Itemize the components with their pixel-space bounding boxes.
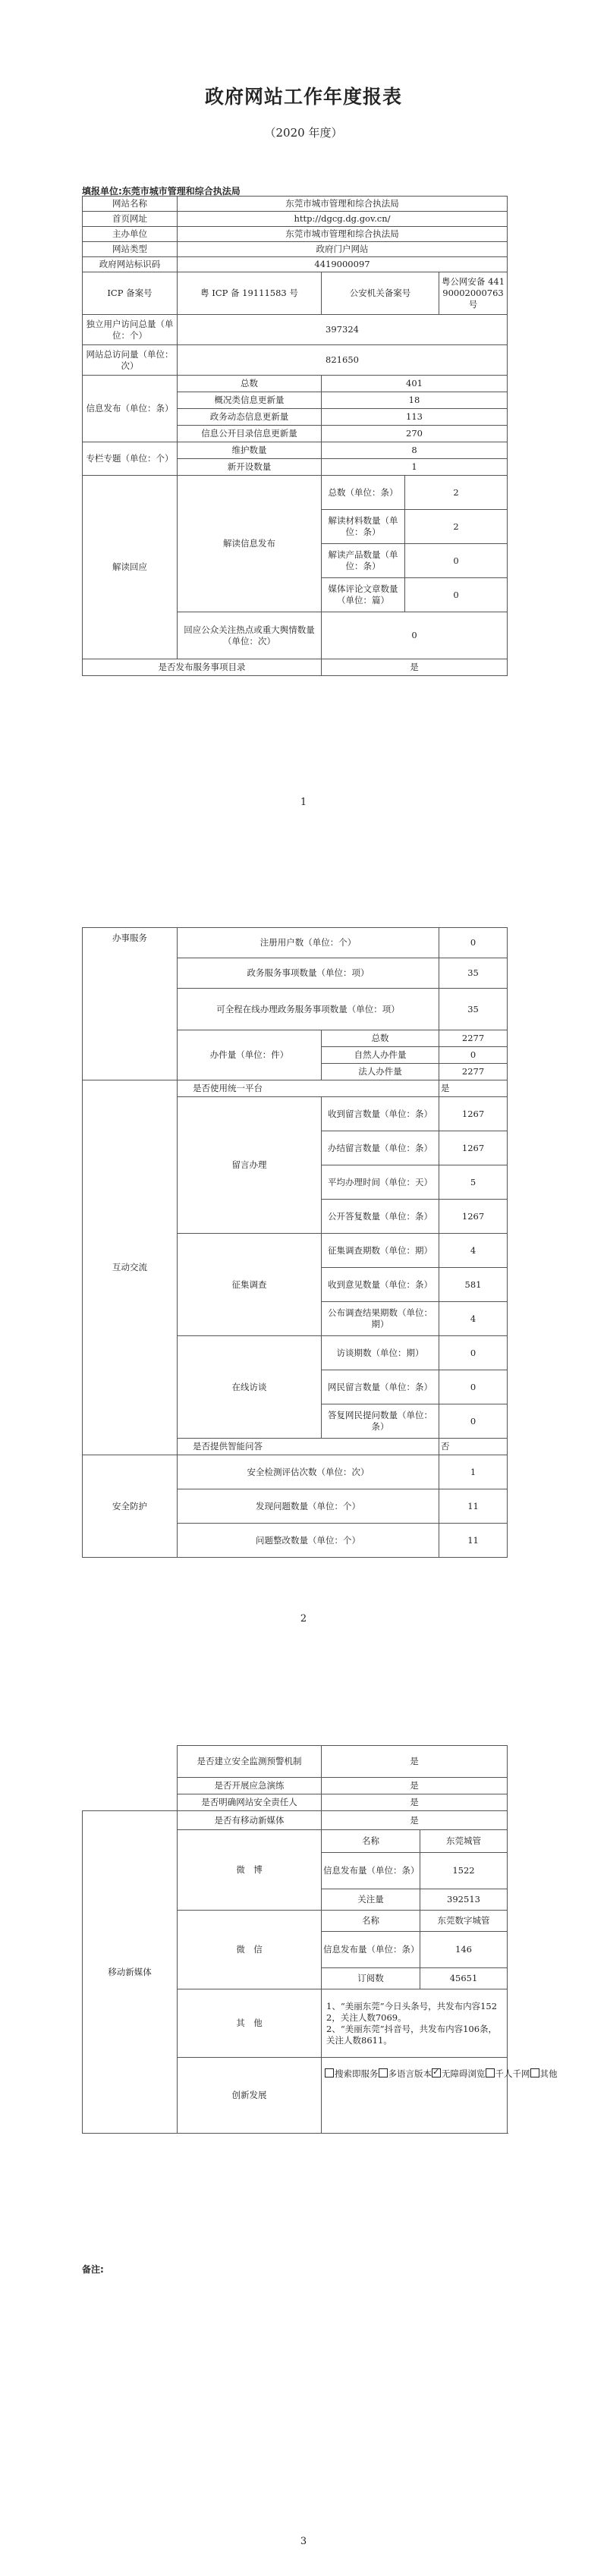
cases-total-value: 2277 <box>439 1030 508 1047</box>
warning-mechanism-label: 是否建立安全监测预警机制 <box>178 1746 322 1778</box>
info-publish-label: 信息发布（单位：条） <box>83 376 178 442</box>
interview-questions-label: 网民留言数量（单位：条） <box>322 1370 439 1404</box>
blank-cell <box>83 1746 178 1778</box>
innov-option-label: 其他 <box>539 2068 558 2079</box>
site-code-value: 4419000097 <box>178 257 508 272</box>
info-total-value: 401 <box>322 376 508 392</box>
host-unit-value: 东莞市城市管理和综合执法局 <box>178 227 508 242</box>
interview-answers-value: 0 <box>439 1404 508 1439</box>
wechat-posts-value: 146 <box>420 1932 508 1968</box>
other-media-value <box>322 1989 508 2058</box>
wechat-subs-value: 45651 <box>420 1968 508 1989</box>
service-label: 办事服务 <box>83 928 178 1080</box>
interp-product-value: 0 <box>405 544 508 578</box>
innovation-label: 创新发展 <box>178 2058 322 2134</box>
cases-person-label: 自然人办件量 <box>322 1047 439 1064</box>
page-views-value: 821650 <box>178 345 508 376</box>
info-open-value: 270 <box>322 426 508 442</box>
unique-visitors-label: 独立用户访问总量（单位：个） <box>83 315 178 345</box>
msg-received-value: 1267 <box>439 1097 508 1131</box>
report-table-3 <box>82 1745 558 2134</box>
msg-days-label: 平均办理时间（单位：天） <box>322 1165 439 1200</box>
interp-publish-label: 解读信息发布 <box>178 476 322 612</box>
innov-option-search[interactable] <box>325 2068 379 2079</box>
cases-legal-value: 2277 <box>439 1064 508 1080</box>
interp-material-label: 解读材料数量（单位：条） <box>322 510 405 544</box>
unified-platform-label: 是否使用统一平台 <box>178 1080 439 1097</box>
weibo-posts-value: 1522 <box>420 1853 508 1889</box>
msg-public-value: 1267 <box>439 1200 508 1234</box>
weibo-fans-value: 392513 <box>420 1889 508 1911</box>
weibo-name-value: 东莞城管 <box>420 1830 508 1853</box>
site-code-label: 政府网站标识码 <box>83 257 178 272</box>
online-items-value: 35 <box>439 989 508 1030</box>
interp-product-label: 解读产品数量（单位：条） <box>322 544 405 578</box>
msg-received-label: 收到留言数量（单位：条） <box>322 1097 439 1131</box>
interaction-label: 互动交流 <box>83 1080 178 1455</box>
checkbox-icon[interactable] <box>379 2068 388 2077</box>
remarks-label: 备注: <box>82 2264 104 2275</box>
other-media-label: 其 他 <box>178 1989 322 2058</box>
cases-legal-label: 法人办件量 <box>322 1064 439 1080</box>
blank-cell <box>83 1778 178 1794</box>
topic-new-value: 1 <box>322 459 508 476</box>
issues-fixed-value: 11 <box>439 1524 508 1558</box>
innov-option-personalized[interactable] <box>486 2068 530 2079</box>
security-eval-value: 1 <box>439 1455 508 1489</box>
host-unit-label: 主办单位 <box>83 227 178 242</box>
topic-label: 专栏专题（单位：个） <box>83 442 178 476</box>
site-name-label: 网站名称 <box>83 197 178 212</box>
checkbox-icon[interactable] <box>486 2068 495 2077</box>
warning-mechanism-value: 是 <box>322 1746 508 1778</box>
responsible-value: 是 <box>322 1794 508 1811</box>
site-name-value: 东莞市城市管理和综合执法局 <box>178 197 508 212</box>
report-table-2 <box>82 927 508 1558</box>
interp-material-value: 2 <box>405 510 508 544</box>
service-list-label: 是否发布服务事项目录 <box>83 659 322 676</box>
report-table-1 <box>82 196 508 676</box>
service-items-value: 35 <box>439 958 508 989</box>
msg-done-label: 办结留言数量（单位：条） <box>322 1131 439 1165</box>
other-media-line: 2、“美丽东莞”抖音号，共发布内容106条，关注人数8611。 <box>326 2023 498 2046</box>
page-number: 1 <box>300 797 307 808</box>
wechat-subs-label: 订阅数 <box>322 1968 420 1989</box>
security-eval-label: 安全检测评估次数（单位：次） <box>178 1455 439 1489</box>
new-media-label: 移动新媒体 <box>83 1811 178 2134</box>
survey-count-value: 4 <box>439 1234 508 1268</box>
reporting-unit: 填报单位:东莞市城市管理和综合执法局 <box>82 186 241 197</box>
info-open-label: 信息公开目录信息更新量 <box>178 426 322 442</box>
survey-opinions-value: 581 <box>439 1268 508 1302</box>
page-number: 3 <box>300 2536 307 2547</box>
info-overview-label: 概况类信息更新量 <box>178 392 322 409</box>
checkbox-icon[interactable] <box>325 2068 334 2077</box>
registered-users-label: 注册用户数（单位：个） <box>178 928 439 958</box>
interp-media-value: 0 <box>405 578 508 612</box>
responsible-label: 是否明确网站安全责任人 <box>178 1794 322 1811</box>
homepage-label: 首页网址 <box>83 212 178 227</box>
innov-option-label: 搜索即服务 <box>335 2068 379 2079</box>
unified-platform-value: 是 <box>439 1080 508 1097</box>
issues-fixed-label: 问题整改数量（单位：个） <box>178 1524 439 1558</box>
interview-count-value: 0 <box>439 1336 508 1370</box>
survey-label: 征集调查 <box>178 1234 322 1336</box>
msg-days-value: 5 <box>439 1165 508 1200</box>
msg-done-value: 1267 <box>439 1131 508 1165</box>
security-label: 安全防护 <box>83 1455 178 1558</box>
wechat-posts-label: 信息发布量（单位：条） <box>322 1932 420 1968</box>
interview-answers-label: 答复网民提问数量（单位：条） <box>322 1404 439 1439</box>
info-overview-value: 18 <box>322 392 508 409</box>
message-handling-label: 留言办理 <box>178 1097 322 1234</box>
police-label: 公安机关备案号 <box>322 272 439 315</box>
online-items-label: 可全程在线办理政务服务事项数量（单位：项） <box>178 989 439 1030</box>
weibo-label: 微 博 <box>178 1830 322 1911</box>
checkbox-icon[interactable] <box>530 2068 539 2077</box>
survey-results-value: 4 <box>439 1302 508 1336</box>
wechat-name-label: 名称 <box>322 1911 420 1932</box>
survey-results-label: 公布调查结果期数（单位：期） <box>322 1302 439 1336</box>
weibo-fans-label: 关注量 <box>322 1889 420 1911</box>
innov-option-label: 千人千网 <box>495 2068 530 2079</box>
topic-maintained-label: 维护数量 <box>178 442 322 459</box>
info-news-label: 政务动态信息更新量 <box>178 409 322 426</box>
topic-new-label: 新开设数量 <box>178 459 322 476</box>
other-media-line: 1、“美丽东莞”今日头条号，共发布内容1522，关注人数7069。 <box>326 2000 498 2023</box>
interpretation-label: 解读回应 <box>83 476 178 659</box>
icp-label: ICP 备案号 <box>83 272 178 315</box>
cases-total-label: 总数 <box>322 1030 439 1047</box>
icp-value: 粤 ICP 备 19111583 号 <box>178 272 322 315</box>
registered-users-value: 0 <box>439 928 508 958</box>
issues-found-value: 11 <box>439 1489 508 1524</box>
page-number: 2 <box>300 1613 307 1625</box>
blank-cell <box>83 1794 178 1811</box>
innov-option-other[interactable] <box>530 2068 558 2079</box>
innov-option-multilang[interactable] <box>379 2068 432 2079</box>
innovation-options <box>322 2058 558 2134</box>
interp-response-label: 回应公众关注热点或重大舆情数量（单位：次） <box>178 612 322 659</box>
topic-maintained-value: 8 <box>322 442 508 459</box>
has-media-value: 是 <box>322 1811 508 1830</box>
innov-option-accessible[interactable] <box>432 2068 486 2079</box>
wechat-label: 微 信 <box>178 1911 322 1989</box>
interp-media-label: 媒体评论文章数量（单位：篇） <box>322 578 405 612</box>
interp-response-value: 0 <box>322 612 508 659</box>
online-interview-label: 在线访谈 <box>178 1336 322 1439</box>
checkbox-icon[interactable] <box>432 2068 441 2077</box>
page-title: 政府网站工作年度报表 <box>204 86 402 108</box>
interview-count-label: 访谈期数（单位：期） <box>322 1336 439 1370</box>
interview-questions-value: 0 <box>439 1370 508 1404</box>
unique-visitors-value: 397324 <box>178 315 508 345</box>
service-items-label: 政务服务事项数量（单位：项） <box>178 958 439 989</box>
drill-value: 是 <box>322 1778 508 1794</box>
interp-total-value: 2 <box>405 476 508 510</box>
weibo-posts-label: 信息发布量（单位：条） <box>322 1853 420 1889</box>
site-type-value: 政府门户网站 <box>178 242 508 257</box>
report-year: （2020 年度） <box>264 126 343 140</box>
drill-label: 是否开展应急演练 <box>178 1778 322 1794</box>
wechat-name-value: 东莞数字城管 <box>420 1911 508 1932</box>
police-value: 粤公网安备 44190002000763 号 <box>439 272 508 315</box>
info-news-value: 113 <box>322 409 508 426</box>
msg-public-label: 公开答复数量（单位：条） <box>322 1200 439 1234</box>
has-media-label: 是否有移动新媒体 <box>178 1811 322 1830</box>
innov-option-label: 无障碍浏览 <box>442 2068 486 2079</box>
survey-count-label: 征集调查期数（单位：期） <box>322 1234 439 1268</box>
weibo-name-label: 名称 <box>322 1830 420 1853</box>
page-views-label: 网站总访问量（单位：次） <box>83 345 178 376</box>
innov-option-label: 多语言版本 <box>388 2068 432 2079</box>
survey-opinions-label: 收到意见数量（单位：条） <box>322 1268 439 1302</box>
cases-label: 办件量（单位：件） <box>178 1030 322 1080</box>
homepage-url[interactable]: http://dgcg.dg.gov.cn/ <box>178 212 508 227</box>
issues-found-label: 发现问题数量（单位：个） <box>178 1489 439 1524</box>
smart-qa-label: 是否提供智能问答 <box>178 1439 439 1455</box>
info-total-label: 总数 <box>178 376 322 392</box>
site-type-label: 网站类型 <box>83 242 178 257</box>
service-list-value: 是 <box>322 659 508 676</box>
cases-person-value: 0 <box>439 1047 508 1064</box>
interp-total-label: 总数（单位：条） <box>322 476 405 510</box>
smart-qa-value: 否 <box>439 1439 508 1455</box>
